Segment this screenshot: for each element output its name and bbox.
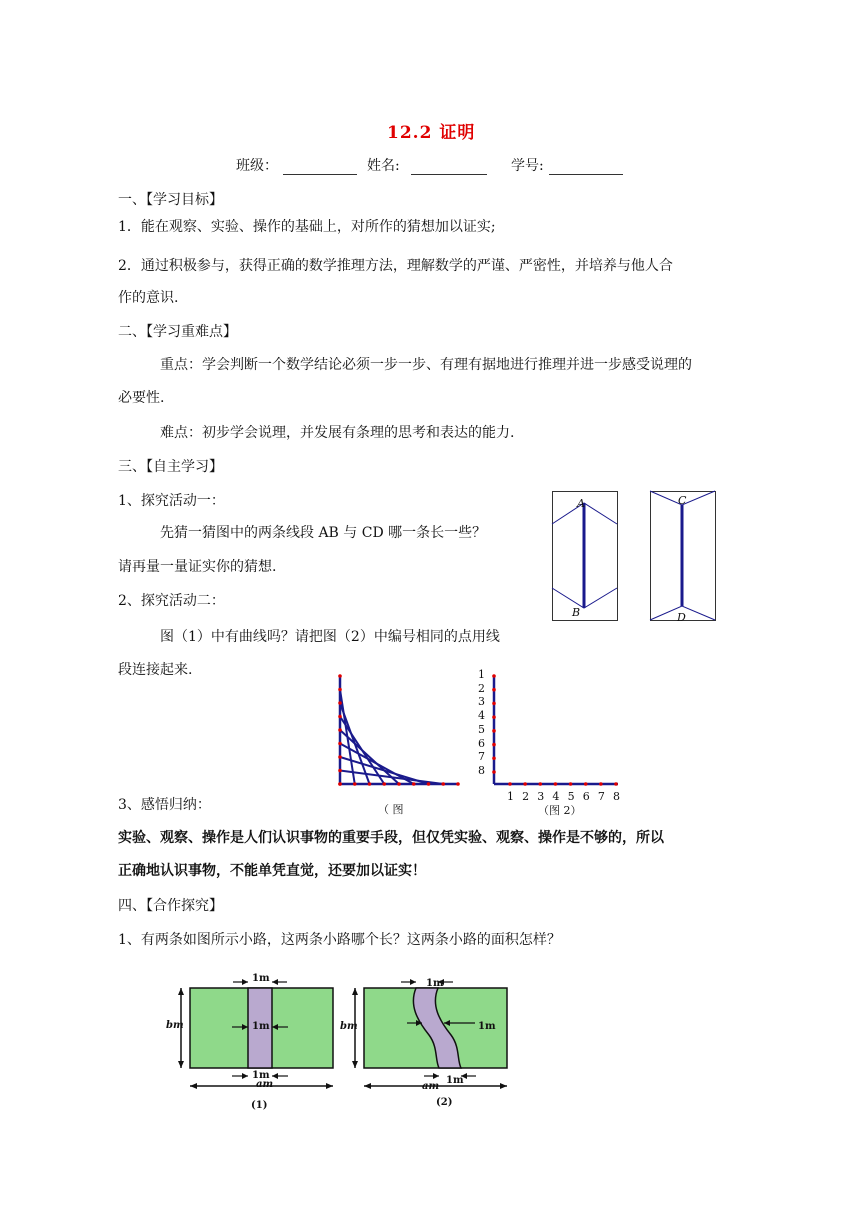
numbered-point — [599, 782, 603, 786]
axis-point — [338, 769, 342, 773]
label-c: C — [678, 494, 687, 507]
fig2-length: am — [422, 1081, 440, 1092]
illusion-figure-cd — [650, 491, 716, 621]
difficult-point: 难点：初步学会说理，并发展有条理的思考和表达的能力. — [160, 425, 515, 441]
page-title: 12.2 证明 — [387, 123, 476, 143]
key-point-line2: 必要性. — [118, 390, 165, 406]
goal-item-1: 1．能在观察、实验、操作的基础上，对所作的猜想加以证实; — [118, 219, 496, 235]
activity2-title: 2、探究活动二： — [118, 593, 225, 609]
axis-point — [427, 782, 431, 786]
key-point-line1: 重点：学会判断一个数学结论必须一步一步、有理有据地进行推理并进一步感受说理的 — [160, 357, 692, 373]
fig1-length: am — [256, 1079, 274, 1090]
fig2-height: bm — [340, 1021, 358, 1032]
x-tick-label: 7 — [597, 790, 605, 803]
axis-point — [382, 782, 386, 786]
label-b: B — [572, 606, 581, 619]
axis-point — [338, 755, 342, 759]
numbered-point — [554, 782, 558, 786]
x-tick-label: 4 — [552, 790, 560, 803]
section4-heading: 四、【合作探究】 — [118, 898, 223, 914]
numbered-point — [569, 782, 573, 786]
number-blank[interactable] — [549, 174, 623, 175]
axis-point — [368, 782, 372, 786]
x-tick-label: 6 — [582, 790, 590, 803]
fig2-bottom-width: 1m — [446, 1075, 464, 1086]
name-blank[interactable] — [411, 174, 487, 175]
axis-point — [441, 782, 445, 786]
fig2-caption: (2) — [436, 1097, 453, 1108]
fig1-bottom-width: 1m — [252, 1070, 270, 1081]
x-tick-label: 5 — [567, 790, 575, 803]
numbered-axes-figure — [488, 672, 620, 788]
numbered-point — [492, 743, 496, 747]
y-tick-label: 6 — [478, 736, 485, 750]
illusion-figure-ab — [552, 491, 618, 621]
class-label: 班级： — [236, 158, 278, 174]
activity3-title: 3、感悟归纳： — [118, 797, 211, 813]
y-tick-label: 3 — [478, 695, 485, 709]
fig1-top-width: 1m — [252, 973, 270, 984]
axis-point — [353, 782, 357, 786]
y-tick-label: 5 — [478, 722, 485, 736]
numbered-point — [492, 702, 496, 706]
label-d: D — [677, 611, 686, 624]
x-tick-label: 2 — [522, 790, 530, 803]
class-blank[interactable] — [283, 174, 357, 175]
activity1-title: 1、探究活动一： — [118, 493, 225, 509]
summary-line2: 正确地认识事物，不能单凭直觉，还要加以证实！ — [118, 863, 426, 879]
y-tick-label: 2 — [478, 681, 485, 695]
numbered-point — [492, 729, 496, 733]
numbered-point — [538, 782, 542, 786]
x-tick-label: 8 — [613, 790, 620, 803]
axis-point — [338, 701, 342, 705]
goal-item-2-line2: 作的意识. — [118, 290, 179, 306]
y-tick-label: 8 — [478, 764, 485, 777]
axis-point — [338, 674, 342, 678]
axis-point — [412, 782, 416, 786]
fig2-top-width: 1m — [426, 978, 444, 989]
fig1-height: bm — [166, 1020, 184, 1031]
summary-line1: 实验、观察、操作是人们认识事物的重要手段，但仅凭实验、观察、操作是不够的，所以 — [118, 830, 664, 846]
goal-item-2-line1: 2．通过积极参与，获得正确的数学推理方法，理解数学的严谨、严密性，并培养与他人合 — [118, 258, 673, 274]
numbered-point — [492, 715, 496, 719]
activity1-text1: 先猜一猜图中的两条线段 AB 与 CD 哪一条长一些？ — [160, 525, 487, 541]
numbered-point — [492, 770, 496, 774]
activity1-text2: 请再量一量证实你的猜想. — [118, 559, 277, 575]
figure2-caption: （图 2） — [538, 804, 582, 817]
x-tick-label: 3 — [537, 790, 545, 803]
y-tick-label: 4 — [478, 709, 485, 723]
figure1-caption: （ 图 — [378, 803, 404, 816]
axis-point — [338, 728, 342, 732]
fig1-caption: (1) — [251, 1100, 268, 1111]
label-a: A — [577, 497, 585, 510]
numbered-point — [492, 756, 496, 760]
y-tick-label: 1 — [478, 668, 485, 681]
section3-heading: 三、【自主学习】 — [118, 459, 223, 475]
fig1-mid-width: 1m — [252, 1021, 270, 1032]
axis-point — [338, 782, 342, 786]
axis-point — [397, 782, 401, 786]
question-1: 1、有两条如图所示小路，这两条小路哪个长？这两条小路的面积怎样？ — [118, 932, 561, 948]
axis-point — [338, 715, 342, 719]
x-tick-label: 1 — [507, 790, 514, 803]
numbered-point — [614, 782, 618, 786]
section1-heading: 一、【学习目标】 — [118, 192, 223, 208]
activity2-text2: 段连接起来. — [118, 662, 193, 678]
winding-path-figure — [343, 975, 518, 1095]
numbered-point — [584, 782, 588, 786]
numbered-point — [492, 674, 496, 678]
stitch-line — [340, 730, 399, 784]
numbered-point — [508, 782, 512, 786]
section2-heading: 二、【学习重难点】 — [118, 324, 237, 340]
numbered-point — [492, 688, 496, 692]
activity2-text1: 图（1）中有曲线吗？请把图（2）中编号相同的点用线 — [160, 629, 500, 645]
name-label: 姓名: — [367, 158, 400, 174]
curve-stitch-figure — [330, 672, 462, 788]
axis-point — [338, 688, 342, 692]
number-label: 学号: — [511, 158, 544, 174]
y-tick-label: 7 — [478, 750, 485, 764]
numbered-point — [523, 782, 527, 786]
axis-point — [456, 782, 460, 786]
axis-point — [338, 742, 342, 746]
fig2-mid-width: 1m — [478, 1021, 496, 1032]
